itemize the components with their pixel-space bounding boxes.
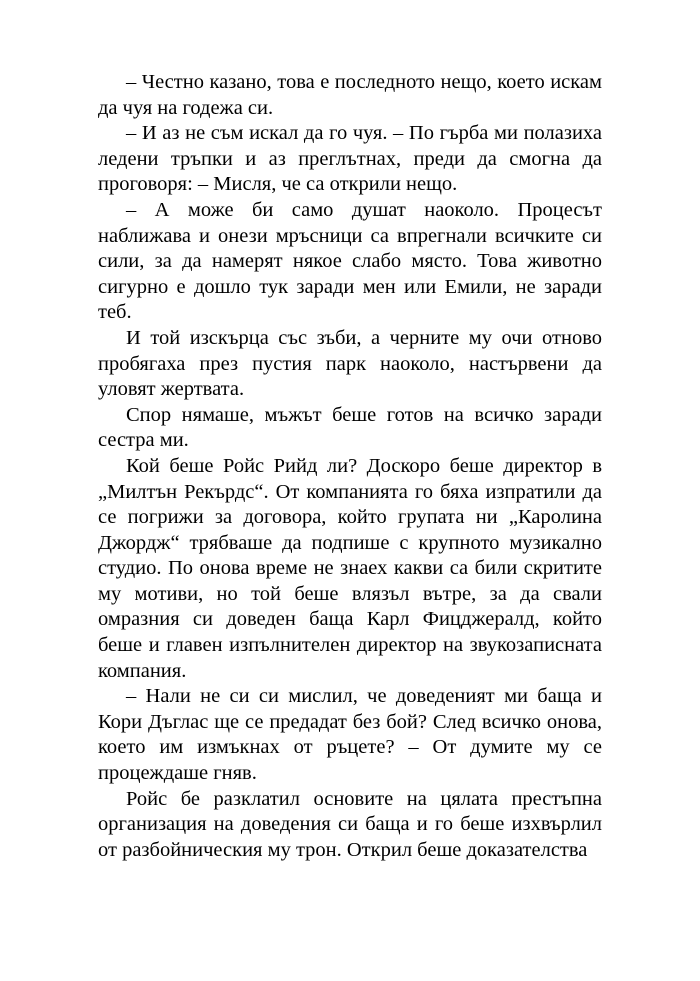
paragraph-2: – И аз не съм искал да го чуя. – По гърба ми полазиха ледени тръпки и аз преглътнах, преди да смогна да проговоря: – Мисля, че са открили нещо.	[98, 122, 602, 196]
paragraph-4: И той изскърца със зъби, а черните му очи отново пробягаха през пустия парк наоколо, настървени да уловят жертвата.	[98, 326, 602, 401]
paragraph-3: – А може би само душат наоколо. Процесът наближава и онези мръсници са впрегнали всичките си сили, за да намерят някое слабо място. Това животно сигурно е дошло тук заради мен или Емили, не заради теб.	[98, 198, 602, 324]
paragraph-8: Ройс бе разклатил основите на цялата престъпна организация на доведения си баща и го беше изхвърлил от разбойническия му трон. Открил беше доказателства	[98, 787, 602, 861]
page-text	[98, 70, 602, 863]
paragraph-6: Кой беше Ройс Рийд ли? Доскоро беше директор в „Милтън Рекърдс“. От компанията го бяха изпратили да се погрижи за договора, който групата ни „Каролина Джордж“ трябваше да подпише с крупното музикално студио. По онова време не знаех какви са били скритите му мотиви, но той беше влязъл вътре, за да свали омразния си доведен баща Карл Фицджералд, който беше и главен изпълнителен директор на звукозаписната компания.	[98, 454, 602, 682]
paragraph-1: – Честно казано, това е последното нещо, което искам да чуя на годежа си.	[98, 71, 602, 119]
paragraph-7: – Нали не си си мислил, че доведеният ми баща и Кори Дъглас ще се предадат без бой? След всичко онова, което им измъкнах от ръцете? – От думите му се процеждаше гняв.	[98, 685, 602, 785]
paragraph-5: Спор нямаше, мъжът беше готов на всичко заради сестра ми.	[98, 403, 602, 452]
